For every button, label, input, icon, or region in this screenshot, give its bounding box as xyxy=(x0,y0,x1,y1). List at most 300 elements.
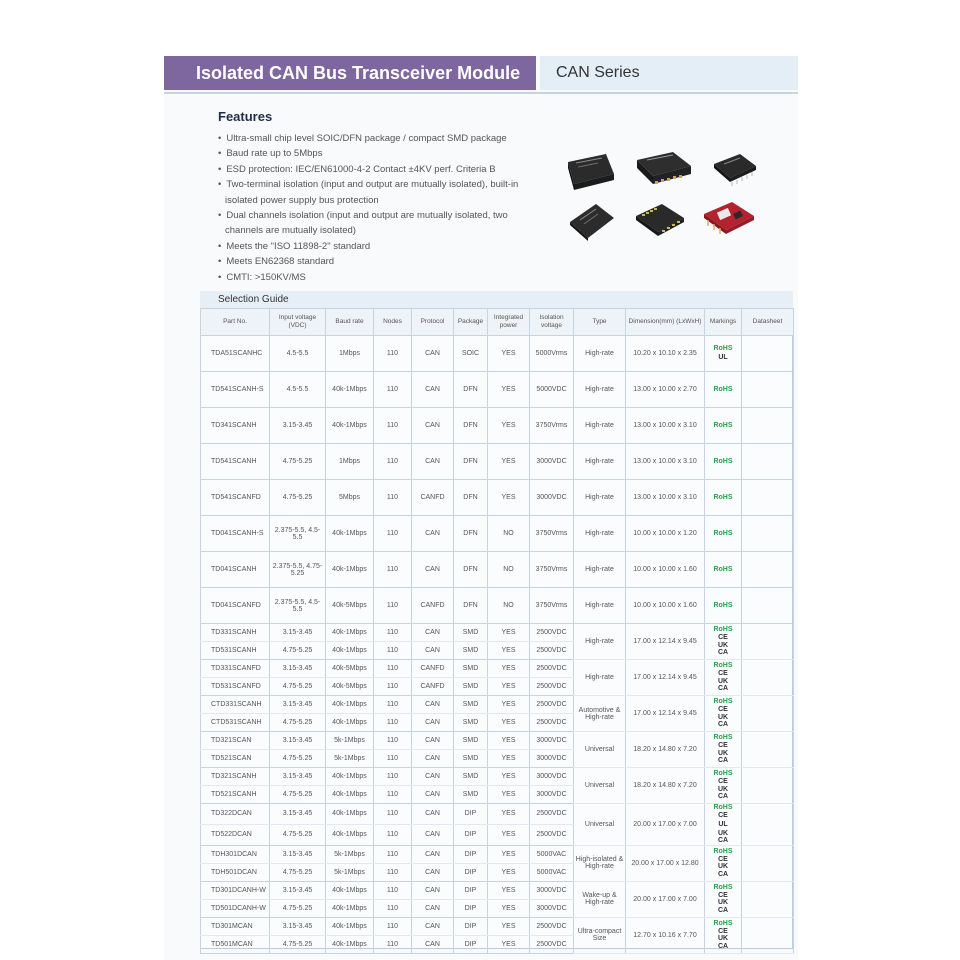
protocol-cell: CAN xyxy=(412,444,454,480)
datasheet-cell xyxy=(742,408,794,444)
page-title: Isolated CAN Bus Transceiver Module xyxy=(164,56,536,90)
table-row xyxy=(201,372,794,408)
nodes-cell: 110 xyxy=(374,516,412,552)
ce-mark: CE xyxy=(718,706,728,714)
table-row xyxy=(201,917,794,935)
rohs-mark: RoHS xyxy=(713,770,733,778)
soic-module-image xyxy=(562,148,618,192)
input-voltage-cell: 4.75-5.25 xyxy=(270,444,326,480)
rohs-mark: RoHS xyxy=(713,847,733,855)
part-number-cell: TD521SCAN xyxy=(201,750,270,768)
ce-mark: CE xyxy=(718,742,728,750)
type-cell: High-isolated & High-rate xyxy=(574,845,626,881)
dimension-cell: 17.00 x 12.14 x 9.45 xyxy=(626,660,705,696)
isolation-voltage-cell: 3000VDC xyxy=(530,750,574,768)
nodes-cell: 110 xyxy=(374,824,412,845)
dimension-cell: 13.00 x 10.00 x 3.10 xyxy=(626,408,705,444)
table-row xyxy=(201,552,794,588)
dimension-cell: 13.00 x 10.00 x 3.10 xyxy=(626,444,705,480)
part-number-cell: TD522DCAN xyxy=(201,824,270,845)
feature-text: Meets EN62368 standard xyxy=(226,256,335,268)
nodes-cell: 110 xyxy=(374,750,412,768)
isolation-voltage-cell: 2500VDC xyxy=(530,804,574,825)
feature-item xyxy=(218,146,540,161)
protocol-cell: CANFD xyxy=(412,480,454,516)
datasheet-cell xyxy=(742,444,794,480)
baud-rate-cell: 1Mbps xyxy=(326,444,374,480)
protocol-cell: CAN xyxy=(412,336,454,372)
nodes-cell: 110 xyxy=(374,660,412,678)
markings-cell xyxy=(705,732,742,768)
table-row xyxy=(201,696,794,714)
baud-rate-cell: 40k-1Mbps xyxy=(326,714,374,732)
qfn-module-image xyxy=(632,200,688,240)
input-voltage-cell: 3.15-3.45 xyxy=(270,696,326,714)
ca-mark: CA xyxy=(717,942,729,950)
part-number-cell: TD501MCAN xyxy=(201,935,270,953)
protocol-cell: CAN xyxy=(412,696,454,714)
baud-rate-cell: 40k-1Mbps xyxy=(326,786,374,804)
column-header: Datasheet xyxy=(742,309,794,336)
protocol-cell: CAN xyxy=(412,899,454,917)
column-header: Protocol xyxy=(412,309,454,336)
input-voltage-cell: 4.75-5.25 xyxy=(270,714,326,732)
type-cell: High-rate xyxy=(574,408,626,444)
nodes-cell: 110 xyxy=(374,863,412,881)
markings-cell xyxy=(705,624,742,660)
column-header: Markings xyxy=(705,309,742,336)
ce-mark: CE xyxy=(718,891,728,899)
feature-text: Baud rate up to 5Mbps xyxy=(226,148,323,160)
uk-mark: UK xyxy=(717,785,729,793)
dimension-cell: 18.20 x 14.80 x 7.20 xyxy=(626,732,705,768)
protocol-cell: CAN xyxy=(412,845,454,863)
markings-cell xyxy=(705,588,742,624)
part-number-cell: TD041SCANH xyxy=(201,552,270,588)
nodes-cell: 110 xyxy=(374,552,412,588)
integrated-power-cell: NO xyxy=(488,588,530,624)
uk-mark: UK xyxy=(717,899,729,907)
isolation-voltage-cell: 2500VDC xyxy=(530,642,574,660)
baud-rate-cell: 40k-1Mbps xyxy=(326,824,374,845)
type-cell: High-rate xyxy=(574,480,626,516)
input-voltage-cell: 4.75-5.25 xyxy=(270,824,326,845)
package-cell: SMD xyxy=(454,642,488,660)
selection-guide-title: Selection Guide xyxy=(200,291,793,308)
integrated-power-cell: YES xyxy=(488,786,530,804)
package-cell: DFN xyxy=(454,408,488,444)
feature-text: Dual channels isolation (input and output are mutually isolated, two xyxy=(226,210,508,222)
integrated-power-cell: YES xyxy=(488,881,530,899)
protocol-cell: CAN xyxy=(412,516,454,552)
ce-mark: CE xyxy=(718,855,728,863)
baud-rate-cell: 40k-1Mbps xyxy=(326,642,374,660)
input-voltage-cell: 4.75-5.25 xyxy=(270,935,326,953)
input-voltage-cell: 3.15-3.45 xyxy=(270,881,326,899)
part-number-cell: TD321SCAN xyxy=(201,732,270,750)
column-header: Integrated power xyxy=(488,309,530,336)
integrated-power-cell: YES xyxy=(488,624,530,642)
uk-mark: UK xyxy=(717,641,729,649)
part-number-cell: CTD331SCANH xyxy=(201,696,270,714)
protocol-cell: CANFD xyxy=(412,678,454,696)
baud-rate-cell: 40k-1Mbps xyxy=(326,516,374,552)
input-voltage-cell: 4.5-5.5 xyxy=(270,336,326,372)
ca-mark: CA xyxy=(717,906,729,914)
feature-item xyxy=(218,131,540,146)
integrated-power-cell: YES xyxy=(488,768,530,786)
isolation-voltage-cell: 5000Vrms xyxy=(530,336,574,372)
isolation-voltage-cell: 3000VDC xyxy=(530,881,574,899)
part-number-cell: TD041SCANH-S xyxy=(201,516,270,552)
type-cell: High-rate xyxy=(574,372,626,408)
integrated-power-cell: YES xyxy=(488,750,530,768)
baud-rate-cell: 1Mbps xyxy=(326,336,374,372)
type-cell: Automotive & High-rate xyxy=(574,696,626,732)
rohs-mark: RoHS xyxy=(713,698,733,706)
markings-cell xyxy=(705,881,742,917)
baud-rate-cell: 40k-5Mbps xyxy=(326,660,374,678)
package-cell: DFN xyxy=(454,480,488,516)
rohs-mark: RoHS xyxy=(713,626,733,634)
part-number-cell: TD541SCANH xyxy=(201,444,270,480)
uk-mark: UK xyxy=(717,749,729,757)
datasheet-cell xyxy=(742,881,794,917)
integrated-power-cell: YES xyxy=(488,642,530,660)
nodes-cell: 110 xyxy=(374,588,412,624)
protocol-cell: CANFD xyxy=(412,588,454,624)
package-cell: SMD xyxy=(454,624,488,642)
ul-mark: UL xyxy=(718,353,728,361)
protocol-cell: CAN xyxy=(412,642,454,660)
feature-text: ESD protection: IEC/EN61000-4-2 Contact ±4KV perf. Criteria B xyxy=(226,163,496,175)
input-voltage-cell: 4.75-5.25 xyxy=(270,899,326,917)
isolation-voltage-cell: 2500VDC xyxy=(530,696,574,714)
markings-cell xyxy=(705,917,742,953)
package-cell: DFN xyxy=(454,372,488,408)
integrated-power-cell: YES xyxy=(488,678,530,696)
input-voltage-cell: 3.15-3.45 xyxy=(270,624,326,642)
type-cell: Universal xyxy=(574,804,626,846)
datasheet-cell xyxy=(742,624,794,660)
nodes-cell: 110 xyxy=(374,408,412,444)
datasheet-cell xyxy=(742,336,794,372)
ca-mark: CA xyxy=(717,837,729,844)
part-number-cell: TD331SCANFD xyxy=(201,660,270,678)
markings-cell xyxy=(705,804,742,846)
feature-item xyxy=(218,208,540,239)
isolation-voltage-cell: 3750Vrms xyxy=(530,588,574,624)
uk-mark: UK xyxy=(717,935,729,943)
integrated-power-cell: NO xyxy=(488,552,530,588)
baud-rate-cell: 5k-1Mbps xyxy=(326,863,374,881)
isolation-voltage-cell: 3000VDC xyxy=(530,480,574,516)
baud-rate-cell: 40k-5Mbps xyxy=(326,588,374,624)
package-cell: SOIC xyxy=(454,336,488,372)
rohs-mark: RoHS xyxy=(713,529,733,537)
part-number-cell: TD301DCANH-W xyxy=(201,881,270,899)
markings-cell xyxy=(705,336,742,372)
ce-mark: CE xyxy=(718,778,728,786)
integrated-power-cell: NO xyxy=(488,516,530,552)
nodes-cell: 110 xyxy=(374,881,412,899)
package-cell: DIP xyxy=(454,863,488,881)
dimension-cell: 13.00 x 10.00 x 2.70 xyxy=(626,372,705,408)
protocol-cell: CAN xyxy=(412,935,454,953)
dimension-cell: 17.00 x 12.14 x 9.45 xyxy=(626,624,705,660)
baud-rate-cell: 40k-1Mbps xyxy=(326,881,374,899)
baud-rate-cell: 40k-1Mbps xyxy=(326,917,374,935)
type-cell: High-rate xyxy=(574,588,626,624)
nodes-cell: 110 xyxy=(374,804,412,825)
baud-rate-cell: 40k-1Mbps xyxy=(326,804,374,825)
type-cell: High-rate xyxy=(574,516,626,552)
features-list xyxy=(218,131,540,285)
baud-rate-cell: 40k-1Mbps xyxy=(326,372,374,408)
input-voltage-cell: 4.75-5.25 xyxy=(270,863,326,881)
package-cell: DIP xyxy=(454,881,488,899)
sip-module-image xyxy=(566,200,618,242)
protocol-cell: CAN xyxy=(412,917,454,935)
baud-rate-cell: 40k-1Mbps xyxy=(326,624,374,642)
dfn-module-image xyxy=(633,148,695,188)
table-header-row xyxy=(201,309,794,336)
type-cell: High-rate xyxy=(574,552,626,588)
feature-text: Meets the "ISO 11898-2" standard xyxy=(226,240,371,252)
table-row xyxy=(201,732,794,750)
column-header: Baud rate xyxy=(326,309,374,336)
uk-mark: UK xyxy=(717,713,729,721)
rohs-mark: RoHS xyxy=(713,493,733,501)
dimension-cell: 20.00 x 17.00 x 7.00 xyxy=(626,804,705,846)
table-row xyxy=(201,336,794,372)
isolation-voltage-cell: 5000VDC xyxy=(530,372,574,408)
ca-mark: CA xyxy=(717,649,729,657)
rohs-mark: RoHS xyxy=(713,421,733,429)
nodes-cell: 110 xyxy=(374,642,412,660)
part-number-cell: TD531SCANH xyxy=(201,642,270,660)
nodes-cell: 110 xyxy=(374,624,412,642)
isolation-voltage-cell: 3000VDC xyxy=(530,786,574,804)
nodes-cell: 110 xyxy=(374,678,412,696)
markings-cell xyxy=(705,480,742,516)
package-cell: DFN xyxy=(454,516,488,552)
datasheet-cell xyxy=(742,516,794,552)
input-voltage-cell: 3.15-3.45 xyxy=(270,804,326,825)
dimension-cell: 18.20 x 14.80 x 7.20 xyxy=(626,768,705,804)
feature-text: isolated power supply bus protection xyxy=(225,194,379,206)
uk-mark: UK xyxy=(717,863,729,871)
column-header: Part No. xyxy=(201,309,270,336)
feature-item xyxy=(218,162,540,177)
integrated-power-cell: YES xyxy=(488,660,530,678)
table-row xyxy=(201,804,794,825)
protocol-cell: CANFD xyxy=(412,660,454,678)
package-cell: DIP xyxy=(454,935,488,953)
protocol-cell: CAN xyxy=(412,881,454,899)
table-row xyxy=(201,845,794,863)
baud-rate-cell: 40k-1Mbps xyxy=(326,768,374,786)
column-header: Nodes xyxy=(374,309,412,336)
isolation-voltage-cell: 3750Vrms xyxy=(530,408,574,444)
dimension-cell: 10.00 x 10.00 x 1.20 xyxy=(626,516,705,552)
isolation-voltage-cell: 2500VDC xyxy=(530,824,574,845)
rohs-mark: RoHS xyxy=(713,662,733,670)
input-voltage-cell: 4.75-5.25 xyxy=(270,642,326,660)
baud-rate-cell: 5k-1Mbps xyxy=(326,732,374,750)
part-number-cell: TD301MCAN xyxy=(201,917,270,935)
integrated-power-cell: YES xyxy=(488,714,530,732)
datasheet-cell xyxy=(742,804,794,846)
isolation-voltage-cell: 3000VDC xyxy=(530,732,574,750)
type-cell: Universal xyxy=(574,732,626,768)
features-heading: Features xyxy=(218,109,273,124)
nodes-cell: 110 xyxy=(374,714,412,732)
dimension-cell: 12.70 x 10.16 x 7.70 xyxy=(626,917,705,953)
package-cell: SMD xyxy=(454,750,488,768)
feature-text: CMTI: >150KV/MS xyxy=(226,271,306,283)
isolation-voltage-cell: 5000VAC xyxy=(530,863,574,881)
package-cell: SMD xyxy=(454,768,488,786)
nodes-cell: 110 xyxy=(374,336,412,372)
datasheet-cell xyxy=(742,660,794,696)
dimension-cell: 10.20 x 10.10 x 2.35 xyxy=(626,336,705,372)
input-voltage-cell: 2.375-5.5, 4.5-5.5 xyxy=(270,588,326,624)
smd-module-image xyxy=(708,148,760,188)
column-header: Dimension(mm) (LxWxH) xyxy=(626,309,705,336)
part-number-cell: TD321SCANH xyxy=(201,768,270,786)
package-cell: DIP xyxy=(454,804,488,825)
part-number-cell: TD322DCAN xyxy=(201,804,270,825)
integrated-power-cell: YES xyxy=(488,845,530,863)
input-voltage-cell: 3.15-3.45 xyxy=(270,408,326,444)
part-number-cell: TDH301DCAN xyxy=(201,845,270,863)
table-row xyxy=(201,480,794,516)
markings-cell xyxy=(705,408,742,444)
baud-rate-cell: 40k-1Mbps xyxy=(326,899,374,917)
rohs-mark: RoHS xyxy=(713,919,733,927)
package-cell: SMD xyxy=(454,660,488,678)
type-cell: Ultra-compact Size xyxy=(574,917,626,953)
protocol-cell: CAN xyxy=(412,824,454,845)
ce-mark: CE xyxy=(718,927,728,935)
baud-rate-cell: 40k-5Mbps xyxy=(326,678,374,696)
datasheet-cell xyxy=(742,768,794,804)
uk-mark: UK xyxy=(717,829,729,837)
markings-cell xyxy=(705,696,742,732)
integrated-power-cell: YES xyxy=(488,480,530,516)
type-cell: Universal xyxy=(574,768,626,804)
table-row xyxy=(201,881,794,899)
package-cell: SMD xyxy=(454,732,488,750)
isolation-voltage-cell: 3000VDC xyxy=(530,444,574,480)
part-number-cell: TD531SCANFD xyxy=(201,678,270,696)
ce-mark: CE xyxy=(718,812,728,819)
datasheet-cell xyxy=(742,845,794,881)
markings-cell xyxy=(705,516,742,552)
isolation-voltage-cell: 3000VDC xyxy=(530,899,574,917)
markings-cell xyxy=(705,845,742,881)
input-voltage-cell: 3.15-3.45 xyxy=(270,845,326,863)
input-voltage-cell: 4.75-5.25 xyxy=(270,678,326,696)
column-header: Input voltage (VDC) xyxy=(270,309,326,336)
package-cell: DFN xyxy=(454,552,488,588)
nodes-cell: 110 xyxy=(374,444,412,480)
markings-cell xyxy=(705,372,742,408)
nodes-cell: 110 xyxy=(374,480,412,516)
integrated-power-cell: YES xyxy=(488,408,530,444)
nodes-cell: 110 xyxy=(374,372,412,408)
protocol-cell: CAN xyxy=(412,768,454,786)
nodes-cell: 110 xyxy=(374,899,412,917)
isolation-voltage-cell: 2500VDC xyxy=(530,624,574,642)
integrated-power-cell: YES xyxy=(488,732,530,750)
package-cell: DFN xyxy=(454,588,488,624)
table-row xyxy=(201,624,794,642)
baud-rate-cell: 40k-1Mbps xyxy=(326,552,374,588)
integrated-power-cell: YES xyxy=(488,935,530,953)
protocol-cell: CAN xyxy=(412,804,454,825)
dimension-cell: 20.00 x 17.00 x 12.80 xyxy=(626,845,705,881)
protocol-cell: CAN xyxy=(412,372,454,408)
uk-mark: UK xyxy=(717,677,729,685)
table-row xyxy=(201,588,794,624)
feature-item xyxy=(218,270,540,285)
type-cell: Wake-up & High-rate xyxy=(574,881,626,917)
input-voltage-cell: 4.75-5.25 xyxy=(270,786,326,804)
isolation-voltage-cell: 3000VDC xyxy=(530,768,574,786)
nodes-cell: 110 xyxy=(374,786,412,804)
package-cell: DIP xyxy=(454,824,488,845)
part-number-cell: TD331SCANH xyxy=(201,624,270,642)
baud-rate-cell: 40k-1Mbps xyxy=(326,696,374,714)
part-number-cell: TD541SCANH-S xyxy=(201,372,270,408)
package-cell: SMD xyxy=(454,696,488,714)
rohs-mark: RoHS xyxy=(713,601,733,609)
nodes-cell: 110 xyxy=(374,732,412,750)
datasheet-cell xyxy=(742,588,794,624)
baud-rate-cell: 40k-1Mbps xyxy=(326,408,374,444)
isolation-voltage-cell: 2500VDC xyxy=(530,678,574,696)
protocol-cell: CAN xyxy=(412,408,454,444)
package-cell: DIP xyxy=(454,845,488,863)
dip-module-image xyxy=(700,196,758,242)
markings-cell xyxy=(705,552,742,588)
nodes-cell: 110 xyxy=(374,917,412,935)
datasheet-cell xyxy=(742,696,794,732)
package-cell: SMD xyxy=(454,714,488,732)
part-number-cell: CTD531SCANH xyxy=(201,714,270,732)
protocol-cell: CAN xyxy=(412,714,454,732)
input-voltage-cell: 2.375-5.5, 4.75-5.25 xyxy=(270,552,326,588)
rohs-mark: RoHS xyxy=(713,344,733,352)
input-voltage-cell: 3.15-3.45 xyxy=(270,732,326,750)
protocol-cell: CAN xyxy=(412,732,454,750)
datasheet-cell xyxy=(742,732,794,768)
ca-mark: CA xyxy=(717,793,729,801)
integrated-power-cell: YES xyxy=(488,824,530,845)
package-cell: DFN xyxy=(454,444,488,480)
integrated-power-cell: YES xyxy=(488,863,530,881)
baud-rate-cell: 40k-1Mbps xyxy=(326,935,374,953)
part-number-cell: TD041SCANFD xyxy=(201,588,270,624)
table-row xyxy=(201,660,794,678)
markings-cell xyxy=(705,660,742,696)
part-number-cell: TD341SCANH xyxy=(201,408,270,444)
integrated-power-cell: YES xyxy=(488,444,530,480)
isolation-voltage-cell: 3750Vrms xyxy=(530,516,574,552)
rohs-mark: RoHS xyxy=(713,385,733,393)
